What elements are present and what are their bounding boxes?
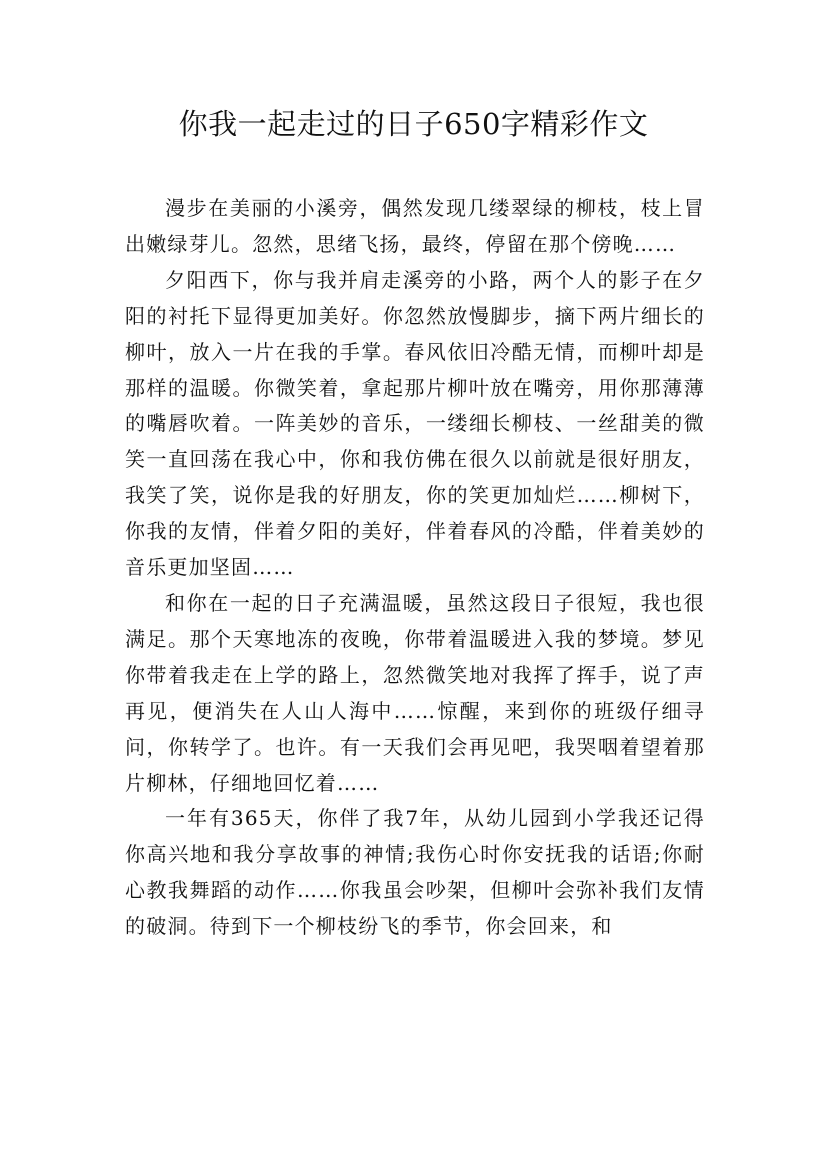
document-body	[125, 191, 705, 945]
paragraph-4: 一年有365天，你伴了我7年，从幼儿园到小学我还记得你高兴地和我分享故事的神情;我伤心时你安抚我的话语;你耐心教我舞蹈的动作……你我虽会吵架，但柳叶会弥补我们友情的破洞。待到下一个柳枝纷飞的季节，你会回来，和	[125, 806, 705, 939]
paragraph-2: 夕阳西下，你与我并肩走溪旁的小路，两个人的影子在夕阳的衬托下显得更加美好。你忽然放慢脚步，摘下两片细长的柳叶，放入一片在我的手掌。春风依旧冷酷无情，而柳叶却是那样的温暖。你微笑着，拿起那片柳叶放在嘴旁，用你那薄薄的嘴唇吹着。一阵美妙的音乐，一缕细长柳枝、一丝甜美的微笑一直回荡在我心中，你和我仿佛在很久以前就是很好朋友，我笑了笑，说你是我的好朋友，你的笑更加灿烂……柳树下，你我的友情，伴着夕阳的美好，伴着春风的冷酷，伴着美妙的音乐更加坚固……	[125, 267, 705, 580]
paragraph-1: 漫步在美丽的小溪旁，偶然发现几缕翠绿的柳枝，枝上冒出嫩绿芽儿。忽然，思绪飞扬，最终，停留在那个傍晚……	[125, 196, 705, 256]
document-title: 你我一起走过的日子650字精彩作文	[178, 107, 649, 141]
paragraph-3: 和你在一起的日子充满温暖，虽然这段日子很短，我也很满足。那个天寒地冻的夜晚，你带着温暖进入我的梦境。梦见你带着我走在上学的路上，忽然微笑地对我挥了挥手，说了声再见，便消失在人山人海中……惊醒，来到你的班级仔细寻问，你转学了。也许。有一天我们会再见吧，我哭咽着望着那片柳林，仔细地回忆着……	[125, 590, 705, 795]
